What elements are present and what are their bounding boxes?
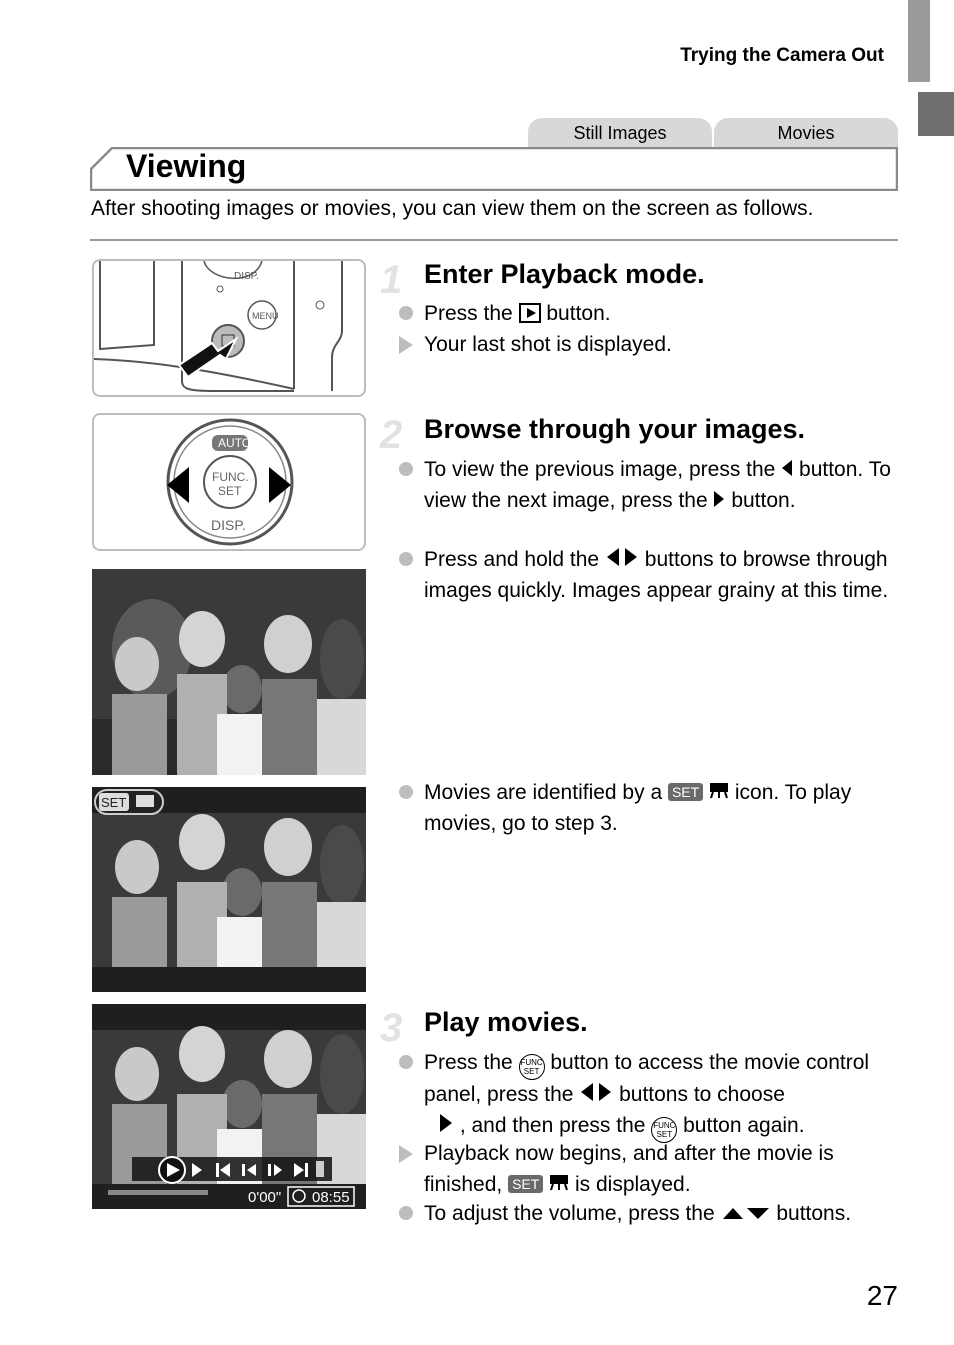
left-right-arrows-icon [605,548,639,566]
step-1-title: Enter Playback mode. [424,259,705,289]
step-2-number: 2 [380,413,403,457]
step-3-bullet-2: To adjust the volume, press the buttons. [398,1199,908,1230]
set-icon: SET [668,783,703,801]
set-label: SET [218,484,242,498]
movie-icon [136,795,154,807]
func-set-icon: FUNC SET [651,1117,677,1143]
step-3-bullet-1: Press the FUNC SET button to access the movie control panel, press the buttons to choose , and then press the FUNC SET button again. [398,1048,898,1143]
step-1-result: Your last shot is displayed. [398,330,898,361]
auto-label: AUTO [218,436,252,450]
tab-still-images: Still Images [528,118,712,148]
disp-label: DISP. [234,271,259,282]
step-2-bullet-1: To view the previous image, press the button. To view the next image, press the button. [398,455,898,516]
movie-icon [549,1173,569,1191]
func-set-icon: FUNC SET [519,1054,545,1080]
left-arrow-icon [781,460,793,476]
movie-duration: 08:55 [312,1189,350,1206]
step-1-number: 1 [380,258,403,302]
step-2-bullet-2: Press and hold the buttons to browse through images quickly. Images appear grainy at this time. [398,545,898,606]
right-arrow-icon [713,491,725,507]
section-title: Viewing [126,148,247,184]
chapter-tab-marker [908,0,930,82]
movie-elapsed-time: 0'00" [248,1189,282,1206]
step-3-title: Play movies. [424,1007,588,1037]
children-photo [92,569,366,775]
menu-label: MENU [252,311,279,321]
disp-dial-label: DISP. [211,517,246,533]
movie-icon [709,781,729,799]
func-label: FUNC. [212,470,249,484]
step-2-title: Browse through your images. [424,414,806,444]
set-icon: SET [508,1175,543,1193]
step-3-result: Playback now begins, and after the movie is finished, SET is displayed. [398,1139,898,1200]
control-dial-illustration [92,413,366,551]
chapter-block-marker [918,92,954,136]
section-intro: After shooting images or movies, you can view them on the screen as follows. [91,197,814,220]
set-badge-label: SET [101,795,127,810]
divider [90,239,898,241]
tab-movies: Movies [714,118,898,148]
movie-control-panel-photo [92,1004,366,1209]
step-3-number: 3 [380,1006,403,1050]
camera-back-illustration [92,259,366,397]
play-icon [438,1114,454,1132]
running-header: Trying the Camera Out [680,45,884,66]
step-2-bullet-3: Movies are identified by a SET icon. To play movies, go to step 3. [398,778,898,839]
page-number: 27 [866,1280,898,1311]
step-1-bullet-1: Press the button. [398,299,898,330]
left-right-arrows-icon [579,1083,613,1101]
up-down-arrows-icon [721,1206,771,1220]
playback-button-icon [519,303,541,323]
movie-photo [92,787,366,992]
